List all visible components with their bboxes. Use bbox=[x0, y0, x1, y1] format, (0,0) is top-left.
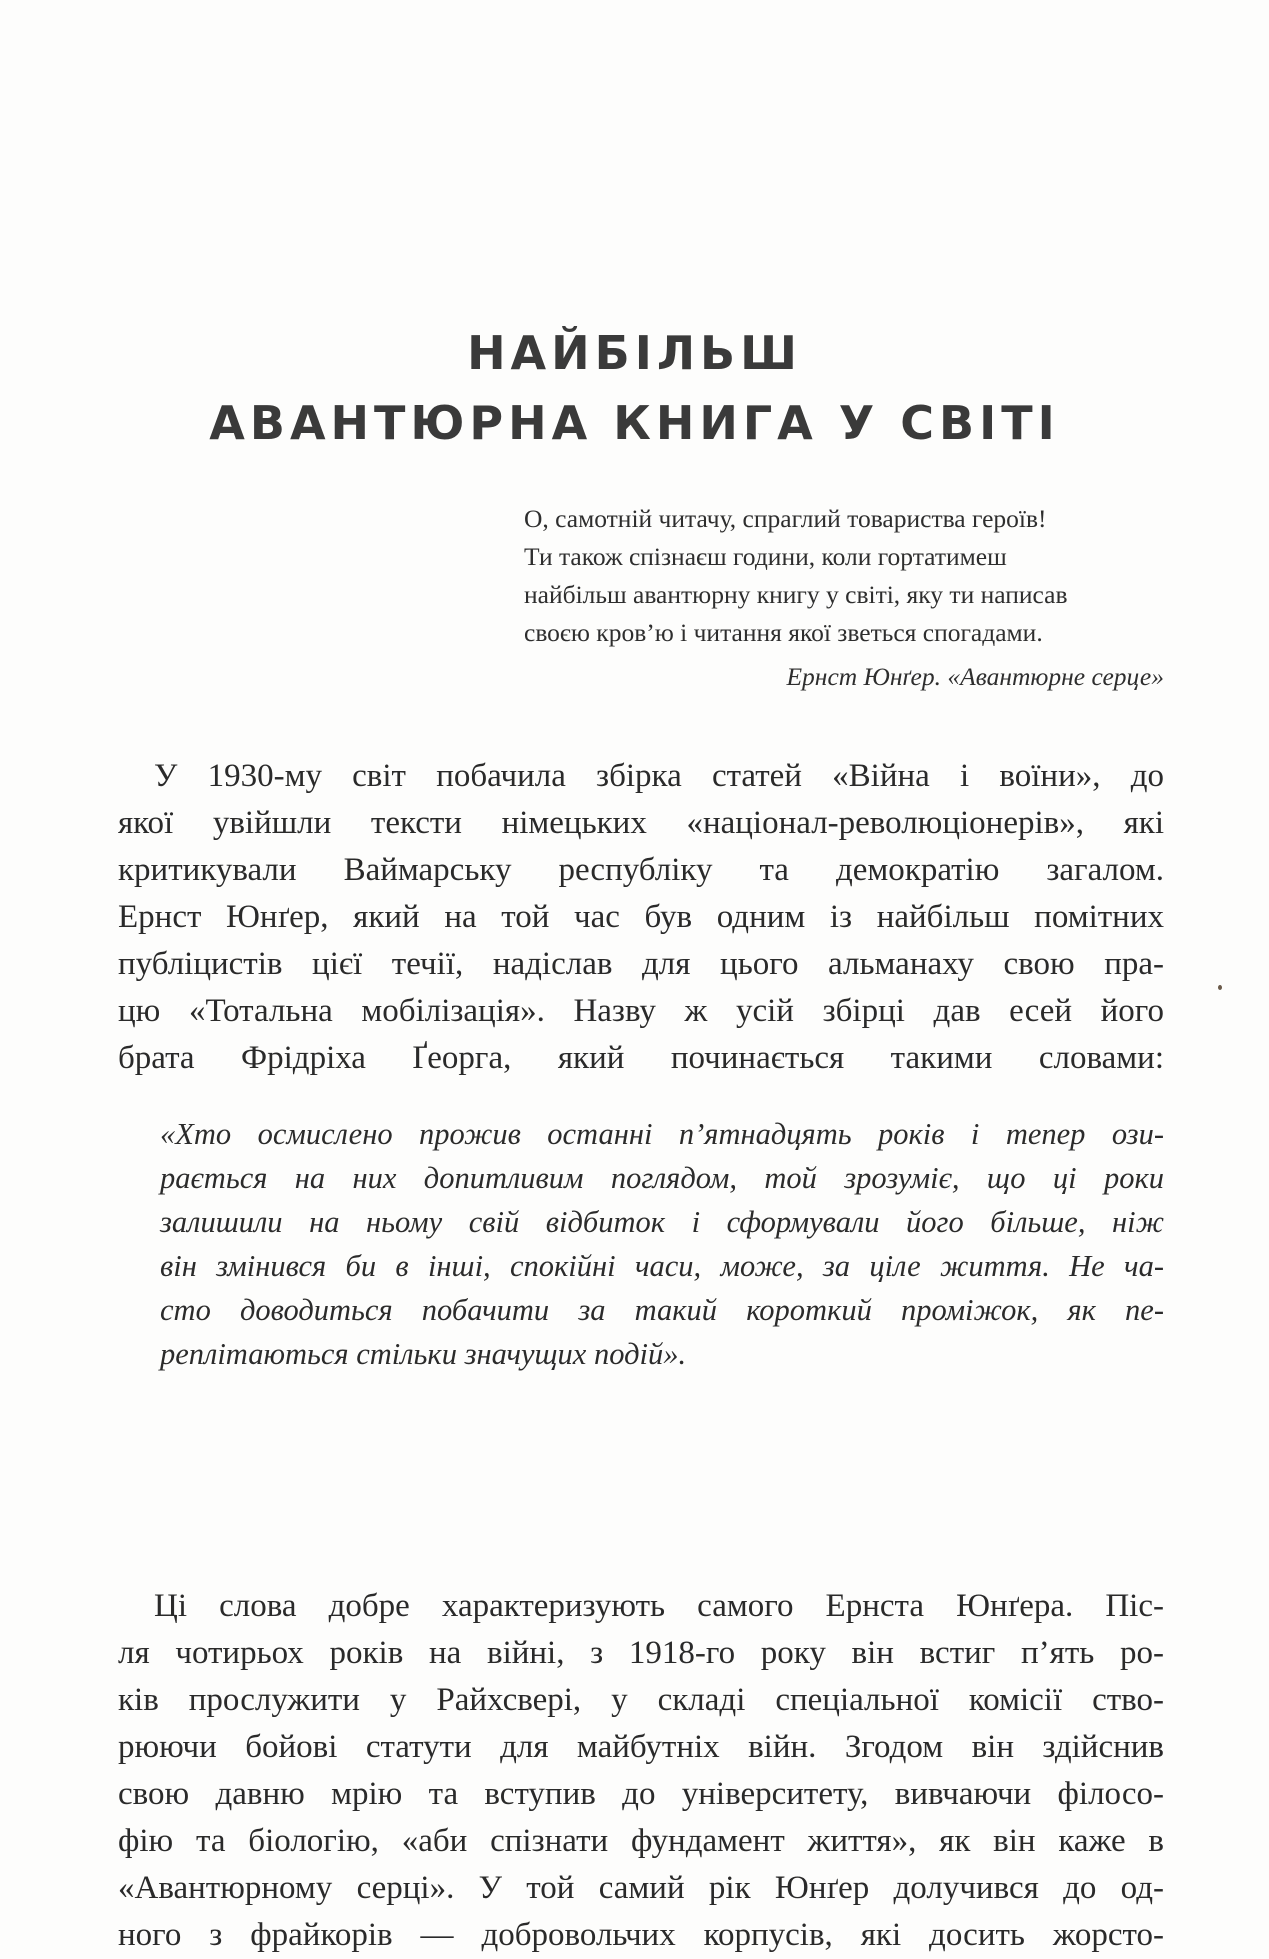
text-line: цю «Тотальна мобілізація». Назву ж усій збірці дав есей його bbox=[118, 993, 1164, 1029]
epigraph-source: Ернст Юнґер. «Авантюрне серце» bbox=[786, 662, 1164, 691]
epigraph bbox=[524, 500, 1164, 696]
chapter-title-line-2: АВАНТЮРНА КНИГА У СВІТІ bbox=[209, 396, 1060, 450]
text-line: фію та біологію, «аби спізнати фундамент життя», як він каже в bbox=[118, 1823, 1164, 1859]
chapter-title-line-1: НАЙБІЛЬШ bbox=[467, 326, 802, 380]
epigraph-line: найбільш авантюрну книгу у світі, яку ти написав bbox=[524, 580, 1068, 609]
text-line: Ці слова добре характеризують самого Ернста Юнґера. Піс- bbox=[154, 1588, 1164, 1624]
text-line: У 1930-му світ побачила збірка статей «Війна і воїни», до bbox=[154, 758, 1164, 794]
text-line: свою давню мрію та вступив до університету, вивчаючи філосо- bbox=[118, 1776, 1164, 1812]
quote-line: залишили на ньому свій відбиток і сформували його більше, ніж bbox=[160, 1205, 1164, 1239]
text-line: якої увійшли тексти німецьких «націонал-революціонерів», які bbox=[118, 805, 1164, 841]
quote-line: він змінився би в інші, спокійні часи, може, за ціле життя. Не ча- bbox=[160, 1249, 1164, 1283]
paragraph-1 bbox=[118, 753, 1164, 1082]
scan-speck bbox=[1218, 985, 1222, 990]
chapter-title bbox=[0, 318, 1269, 458]
text-line: Ернст Юнґер, який на той час був одним із найбільш помітних bbox=[118, 899, 1164, 935]
quote-line: рається на них допитливим поглядом, той зрозуміє, що ці роки bbox=[160, 1161, 1164, 1195]
text-line: «Авантюрному серці». У той самий рік Юнґер долучився до од- bbox=[118, 1870, 1164, 1906]
text-line: брата Фрідріха Ґеорга, який починається такими словами: bbox=[118, 1040, 1164, 1076]
quote-line: реплітаються стільки значущих подій». bbox=[160, 1337, 687, 1371]
paragraph-2 bbox=[118, 1583, 1164, 1959]
quote-line: сто доводиться побачити за такий короткий проміжок, як пе- bbox=[160, 1293, 1164, 1327]
epigraph-line: Ти також спізнаєш години, коли гортатимеш bbox=[524, 542, 1007, 571]
text-line: ків прослужити у Райхсвері, у складі спеціальної комісії ство- bbox=[118, 1682, 1164, 1718]
block-quote bbox=[160, 1112, 1164, 1376]
epigraph-line: О, самотній читачу, спраглий товариства героїв! bbox=[524, 504, 1047, 533]
text-line: ного з фрайкорів — добровольчих корпусів, які досить жорсто- bbox=[118, 1917, 1164, 1953]
text-line: критикували Ваймарську республіку та демократію загалом. bbox=[118, 852, 1164, 888]
quote-line: «Хто осмислено прожив останні п’ятнадцять років і тепер ози- bbox=[160, 1117, 1164, 1151]
text-line: публіцистів цієї течії, надіслав для цього альманаху свою пра- bbox=[118, 946, 1164, 982]
text-line: ля чотирьох років на війні, з 1918-го року він встиг п’ять ро- bbox=[118, 1635, 1164, 1671]
text-line: рюючи бойові статути для майбутніх війн. Згодом він здійснив bbox=[118, 1729, 1164, 1765]
epigraph-line: своєю кров’ю і читання якої зветься спогадами. bbox=[524, 618, 1043, 647]
